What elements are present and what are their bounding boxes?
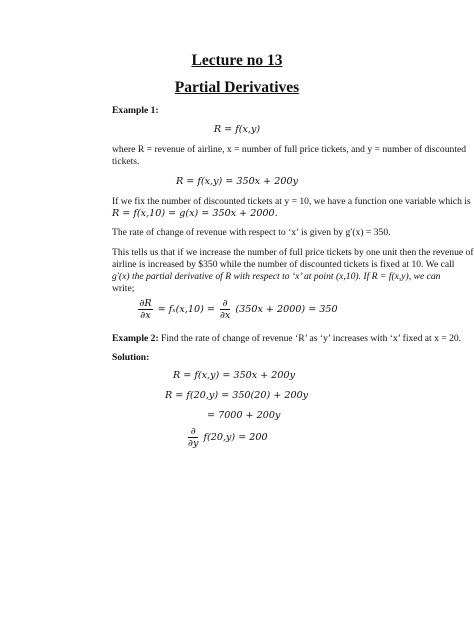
example1-heading: Example 1: xyxy=(112,105,159,116)
fraction-denominator: ∂x xyxy=(219,310,231,321)
example1-tells-line1: This tells us that if we increase the number of full price tickets by one unit then the revenue of xyxy=(112,247,474,258)
solution-result: f(20,y) = 200 xyxy=(203,432,268,443)
example1-fix-line2: R = f(x,10) = g(x) = 350x + 2000. xyxy=(112,208,278,219)
solution-label: Solution: xyxy=(112,352,150,363)
solution-step3: = 7000 + 200y xyxy=(207,410,281,421)
example1-fix-line1: If we fix the number of discounted tickets at y = 10, we have a function one variable which is xyxy=(112,196,471,207)
solution-step1: R = f(x,y) = 350x + 200y xyxy=(173,370,296,381)
solution-step4 xyxy=(186,426,268,449)
example1-tells-line2: airline is increased by $350 while the number of discounted tickets is fixed at 10. We call xyxy=(112,259,455,270)
fraction-numerator: ∂R xyxy=(139,298,152,309)
example1-partial-derivative xyxy=(0,298,474,321)
derivative-result: (350x + 2000) = 350 xyxy=(235,304,338,315)
fraction-numerator: ∂ xyxy=(220,298,230,310)
page-subtitle: Partial Derivatives xyxy=(174,79,300,96)
example1-tells-line3: g′(x) the partial derivative of R with respect to ‘x’ at point (x,10). If R = f(x,y), we can xyxy=(112,271,441,282)
fraction-denominator: ∂x xyxy=(140,310,151,321)
example1-desc-line2: tickets. xyxy=(112,156,140,167)
d-dy-fraction xyxy=(188,426,198,449)
example2-line xyxy=(112,333,461,345)
example1-eq1: R = f(x,y) xyxy=(213,124,261,135)
page-title: Lecture no 13 xyxy=(191,52,283,69)
example1-eq2: R = f(x,y) = 350x + 200y xyxy=(175,176,298,187)
example2-text: Find the rate of change of revenue ‘R’ as ‘y’ increases with ‘x’ fixed at x = 20. xyxy=(161,333,462,344)
dR-dx-fraction xyxy=(138,298,152,321)
example1-rate: The rate of change of revenue with respect to ‘x’ is given by g′(x) = 350. xyxy=(112,227,391,238)
example1-tells-line4: write; xyxy=(112,283,135,294)
d-dx-fraction xyxy=(220,298,230,321)
partial-notation: = fₓ(x,10) = xyxy=(157,304,215,315)
example2-heading: Example 2: xyxy=(112,333,159,344)
solution-step2: R = f(20,y) = 350(20) + 200y xyxy=(165,390,309,401)
fraction-denominator: ∂y xyxy=(188,438,199,449)
example1-desc-line1: where R = revenue of airline, x = number of full price tickets, and y = number of discounted xyxy=(112,144,467,155)
fraction-numerator: ∂ xyxy=(188,426,198,438)
